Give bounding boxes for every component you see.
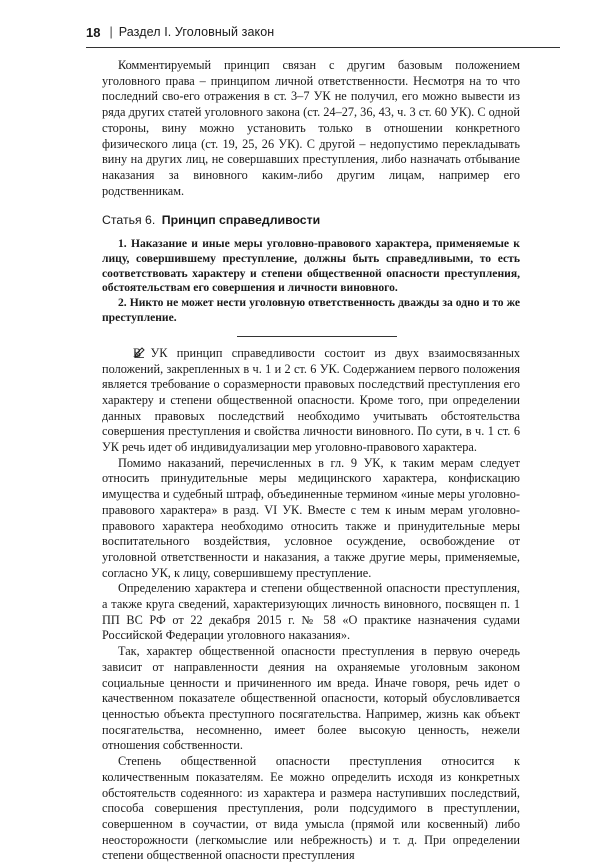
article-text (102, 237, 520, 326)
article-label: Статья 6. (102, 213, 156, 228)
running-header (86, 22, 560, 42)
page-number: 18 (86, 24, 101, 40)
section-divider (237, 336, 397, 337)
header-rule (86, 47, 560, 48)
article-part: 2. Никто не может нести уголовную ответственность дважды за одно и то же преступление. (102, 296, 520, 325)
section-title: Раздел I. Уголовный закон (118, 25, 275, 39)
intro-paragraph: Комментируемый принцип связан с другим базовым положением уголовного права – принципом личной ответственности. Несмотря на то что последний сво-его отражения в ст. 3–7 УК не получил, его можно вывести из ряда других статей уголовного закона (ст. 24–27, 36, 43, ч. 3 ст. 60 УК). С одной стороны, вину можно установить только в отношении конкретного физического лица (ст. 19, 25, 26 УК). С другой – недопустимо перекладывать вину на других лиц, не совершавших преступления, либо назначать отбывание наказания за виновного каким-либо другим лицам, например его родственникам. (102, 58, 520, 198)
pen-comment-icon (118, 347, 129, 358)
commentary-paragraph: В УК принцип справедливости состоит из двух взаимосвязанных положений, закрепленных в ч. 1 и 2 ст. 6 УК. Содержанием первого положения является требование о соразмерности правовых последствий преступления его характеру и степени общественной опасности. Кроме того, при определении данных правовых последствий необходимо учитывать обстоятельства совершения преступления и свойства личности виновного. По сути, в ч. 1 ст. 6 УК речь идет об индивидуализации мер уголовно-правового характера. (102, 345, 520, 455)
commentary-paragraph: Так, характер общественной опасности преступления в первую очередь зависит от направленности деяния на охраняемые уголовным законом социальные ценности и причиненного им вреда. Иначе говоря, речь идет о качественном показателе общественной опасности, который обусловливается ценностью объекта преступного посягательства. Например, жизнь как объект посягательства, несомненно, имеет более высокую ценность, нежели отношения собственности. (102, 644, 520, 753)
commentary-paragraph: Определению характера и степени общественной опасности преступления, а также круга сведений, характеризующих личность виновного, посвящен п. 1 ПП ВС РФ от 22 декабря 2015 г. № 58 «О практике назначения судами Российской Федерации уголовного наказания». (102, 581, 520, 643)
header-separator: | (109, 25, 113, 39)
article-part: 1. Наказание и иные меры уголовно-правового характера, применяемые к лицу, совершившему преступление, должны быть справедливыми, то есть соответствовать характеру и степени общественной опасности преступления, обстоятельствам его совершения и личности виновного. (102, 237, 520, 295)
page-body (102, 58, 520, 864)
commentary-paragraph: Помимо наказаний, перечисленных в гл. 9 УК, к таким мерам следует относить принудительные меры медицинского характера, конфискацию имущества и судебный штраф, объединенные термином «иные меры уголовно-правового характера» в разд. VI УК. Вместе с тем к иным мерам уголовно-правового характера необходимо относить также и принудительные меры воспитательного воздействия, условное осуждение, освобождение от уголовной ответственности и наказания, а также другие меры, применяемые, согласно УК, к лицу, совершившему преступление. (102, 455, 520, 580)
article-name: Принцип справедливости (161, 213, 321, 228)
commentary-paragraph: Степень общественной опасности преступления относится к количественным показателям. Ее можно определить исходя из конкретных обстоятельств содеянного: из характера и размера наступивших последствий, способа совершения преступления, роли подсудимого в преступлении, совершенном в соучастии, от вида умысла (прямой или косвенный) либо неосторожности (легкомыслие или небрежность) и т. д. При определении степени общественной опасности преступления (102, 754, 520, 863)
article-heading (102, 213, 520, 229)
